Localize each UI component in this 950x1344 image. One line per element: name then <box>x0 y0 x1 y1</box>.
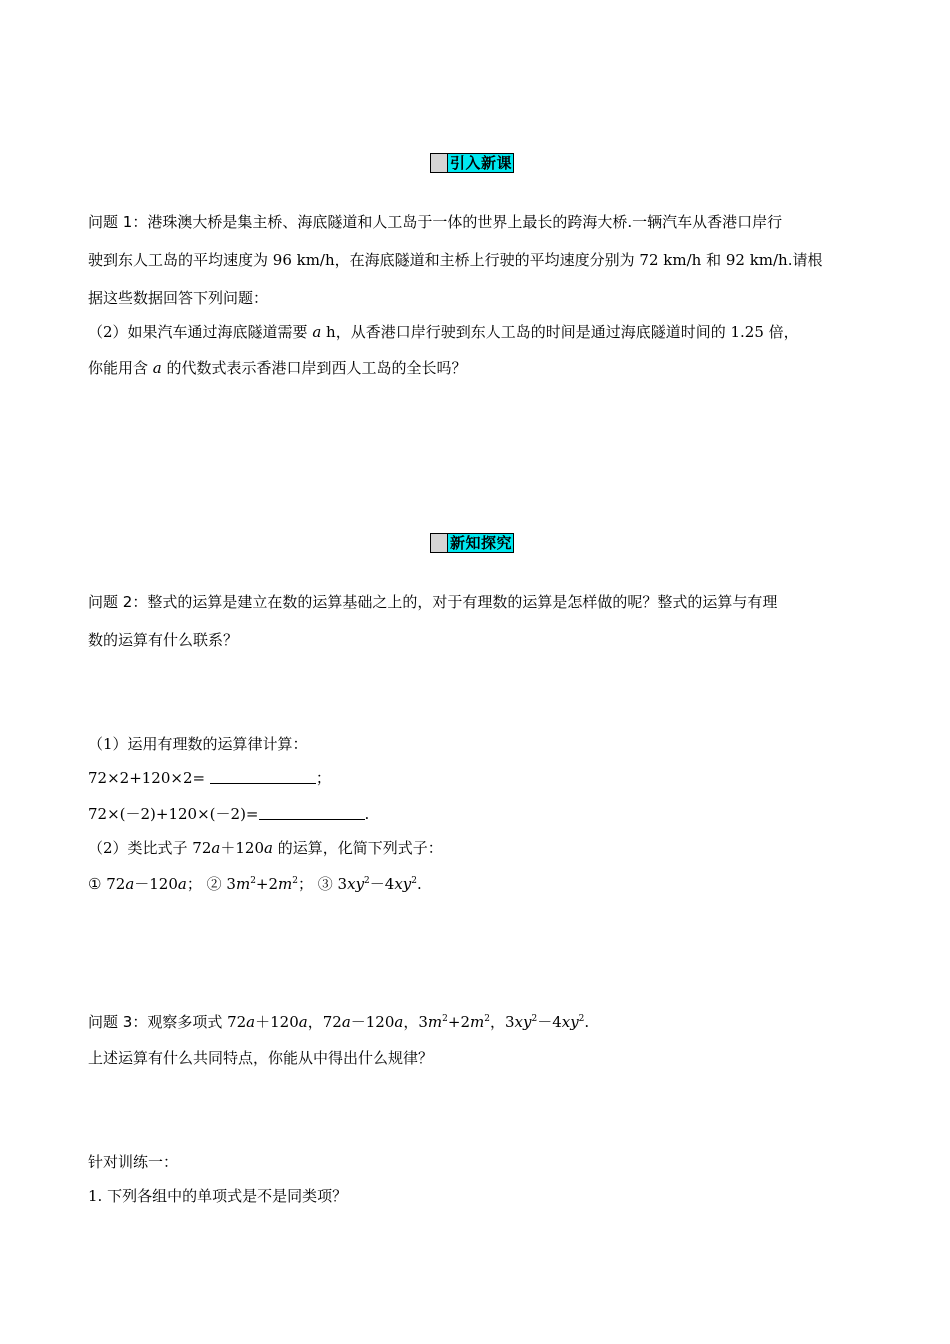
answer-blank[interactable] <box>210 769 316 784</box>
answer-blank[interactable] <box>259 805 365 820</box>
q2-expr-1: 72×2+120×2= ； <box>88 769 331 787</box>
q3-line-1: 问题 3：观察多项式 72a＋120a，72a－120a，$3m^2+2m^2$，$3xy^2-4xy^2$. <box>88 1013 590 1031</box>
q2-sub-1: （1）运用有理数的运算律计算： <box>88 735 308 753</box>
training-item-1: 1. 下列各组中的单项式是不是同类项？ <box>88 1187 348 1205</box>
q3-label: 问题 3 <box>88 1013 133 1031</box>
q2-expr-2: 72×(－2)+120×(－2)= . <box>88 805 370 823</box>
section-header-explore <box>430 533 514 553</box>
q2-line-2: 数的运算有什么联系？ <box>88 631 239 649</box>
q2-label: 问题 2 <box>88 593 133 611</box>
q2-sub-2: （2）类比式子 72a＋120a 的运算，化简下列式子： <box>88 839 443 857</box>
q1-line-4: （2）如果汽车通过海底隧道需要 a h，从香港口岸行驶到东人工岛的时间是通过海底隧道时间的 1.25 倍， <box>88 323 799 341</box>
q2-line-1: 问题 2：整式的运算是建立在数的运算基础之上的，对于有理数的运算是怎样做的呢？整式的运算与有理 <box>88 593 778 611</box>
q1-line-2: 驶到东人工岛的平均速度为 96 km/h，在海底隧道和主桥上行驶的平均速度分别为 72 km/h 和 92 km/h.请根 <box>88 251 823 269</box>
section-title-intro: 引入新课 <box>450 154 513 172</box>
q2-items: ① 72a－120a； ② $3m^2+2m^2$； ③ $3xy^2-4xy^2$. <box>88 875 422 893</box>
header-marker <box>431 154 448 172</box>
q1-label: 问题 1 <box>88 213 133 231</box>
training-title: 针对训练一： <box>88 1153 179 1171</box>
q3-line-2: 上述运算有什么共同特点，你能从中得出什么规律？ <box>88 1049 434 1067</box>
header-marker <box>431 534 448 552</box>
q1-line-1: 问题 1：港珠澳大桥是集主桥、海底隧道和人工岛于一体的世界上最长的跨海大桥.一辆汽车从香港口岸行 <box>88 213 783 231</box>
q1-line-3: 据这些数据回答下列问题： <box>88 289 269 307</box>
q1-line-5: 你能用含 a 的代数式表示香港口岸到西人工岛的全长吗？ <box>88 359 467 377</box>
section-title-explore: 新知探究 <box>450 534 513 552</box>
section-header-intro <box>430 153 514 173</box>
